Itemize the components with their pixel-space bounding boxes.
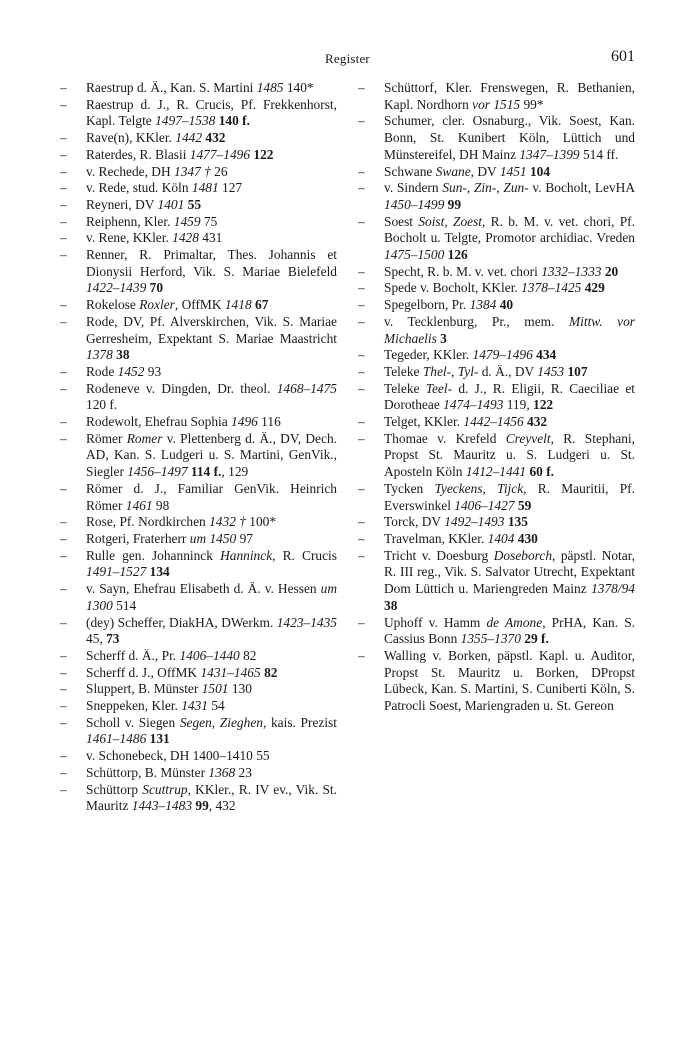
register-entry <box>60 197 337 214</box>
entry-italic-text: 1422–1439 <box>86 280 147 296</box>
register-entry <box>358 314 635 347</box>
register-entry <box>60 130 337 147</box>
entry-italic-text: 1461 <box>125 497 153 513</box>
register-entry <box>358 214 635 264</box>
entry-text: v. Rede, stud. Köln <box>86 180 192 196</box>
register-entry <box>60 214 337 231</box>
entry-italic-text: 1384 <box>469 297 497 313</box>
entry-text: Schwane <box>384 163 436 179</box>
register-entry <box>358 164 635 181</box>
entry-bold-page: 429 <box>584 280 605 296</box>
entry-text: Thomae v. Krefeld <box>384 430 506 446</box>
entry-bold-page: 430 <box>517 530 538 546</box>
entry-bold-page: 29 f. <box>524 631 549 647</box>
entry-bold-page: 135 <box>507 514 528 530</box>
entry-bold-page: 99 <box>195 798 209 814</box>
entry-italic-text: 1431–1465 <box>200 664 261 680</box>
entry-text: Spegelborn, Pr. <box>384 297 470 313</box>
entry-text: , kais. Prezist <box>262 714 337 730</box>
entry-text: Raterdes, R. Blasii <box>86 146 190 162</box>
entry-text: Rulle gen. Johanninck <box>86 547 221 563</box>
entry-italic-text: 1442 <box>175 130 203 146</box>
entry-text: v. Sayn, Ehefrau Elisabeth d. Ä. v. Hessen <box>86 581 321 597</box>
entry-italic-text: 1347–1399 <box>519 146 580 162</box>
entry-italic-text: Mittw. vor Michaelis <box>384 313 635 346</box>
register-entry <box>60 431 337 481</box>
entry-text: , R. b. M. v. vet. chori, Pf. Bocholt u. Telgte, Promotor archidiac. Vreden <box>384 213 635 246</box>
entry-italic-text: 1404 <box>487 530 515 546</box>
entry-italic-text: 1477–1496 <box>189 146 251 162</box>
register-entry <box>60 648 337 665</box>
entry-italic-text: 1450–1499 <box>384 196 445 212</box>
entry-text: Soest <box>384 213 419 229</box>
entry-text: 97 <box>236 530 253 546</box>
register-entry <box>358 648 635 715</box>
register-entry <box>60 297 337 314</box>
entry-italic-text: um 1450 <box>189 530 237 546</box>
entry-bold-page: 59 <box>517 497 532 513</box>
register-entry <box>60 665 337 682</box>
entry-italic-text: Roxler <box>139 297 175 313</box>
register-entry <box>358 264 635 281</box>
register-entry <box>358 381 635 414</box>
entry-text: Rode <box>86 363 118 379</box>
entry-italic-text: 1401 <box>157 196 185 212</box>
entry-italic-text: Swane <box>435 163 471 179</box>
entry-text: , DV <box>470 163 500 179</box>
register-entry <box>60 80 337 97</box>
entry-text: Rokelose <box>86 297 140 313</box>
register-entry <box>60 481 337 514</box>
entry-text: , päpstl. Notar, R. III reg., Vik. S. Salvator Utrecht, Expektant Dom Lüttich u. Mariengreden Mainz <box>384 547 635 597</box>
register-entry <box>358 280 635 297</box>
entry-text: 514 ff. <box>579 146 619 162</box>
entry-italic-text: Thel-, Tyl- <box>422 363 479 379</box>
entry-text: 23 <box>235 764 252 780</box>
entry-italic-text: Teel- <box>425 380 453 396</box>
entry-bold-page: 3 <box>440 330 447 346</box>
entry-text: Raestrup d. Ä., Kan. S. Martini <box>86 80 257 95</box>
entry-bold-page: 432 <box>527 414 548 430</box>
entry-text: v. Schonebeck, DH 1400–1410 55 <box>86 748 270 764</box>
entry-italic-text: 1406–1440 <box>179 647 240 663</box>
entry-text: 82 <box>239 647 257 663</box>
entry-italic-text: um 1300 <box>86 581 337 613</box>
entry-text: , 129 <box>221 464 249 480</box>
entry-text: 54 <box>207 698 225 714</box>
entry-bold-page: 107 <box>567 363 588 379</box>
register-entry <box>358 531 635 548</box>
entry-text: Rode, DV, Pf. Alverskirchen, Vik. S. Mariae Gerresheim, Expektant S. Mariae Maastricht <box>86 313 337 346</box>
entry-text: Tycken <box>384 480 435 496</box>
entry-bold-page: 70 <box>149 280 164 296</box>
entry-text: (dey) Scheffer, DiakHA, DWerkm. <box>86 614 277 630</box>
register-entry <box>60 247 337 297</box>
entry-text: 26 <box>210 163 228 179</box>
entry-text: Römer d. J., Familiar GenVik. Heinrich Römer <box>86 480 337 513</box>
register-entry <box>358 615 635 648</box>
entry-bold-page: 73 <box>106 631 120 647</box>
entry-italic-text: 1378/94 <box>591 581 635 597</box>
register-entry <box>60 514 337 531</box>
register-entry <box>60 364 337 381</box>
entry-bold-page: 432 <box>205 130 226 146</box>
entry-italic-text: 1418 <box>224 297 252 313</box>
entry-italic-text: de Amone <box>486 614 543 630</box>
entry-italic-text: 1347 † <box>174 163 211 179</box>
entry-italic-text: 1468–1475 <box>276 380 337 396</box>
register-entry <box>60 581 337 614</box>
register-entry <box>60 97 337 130</box>
entry-italic-text: 1423–1435 <box>276 614 337 630</box>
register-entry <box>60 681 337 698</box>
entry-bold-page: 67 <box>255 297 269 313</box>
entry-text: , 432 <box>208 798 236 814</box>
entry-text: , KKler., R. IV ev., Vik. St. Mauritz <box>86 781 337 814</box>
register-entry <box>60 615 337 648</box>
entry-text: Schüttorp <box>86 781 143 797</box>
entry-italic-text: vor 1515 <box>472 96 521 112</box>
register-entry <box>60 548 337 581</box>
entry-italic-text: 1378–1425 <box>521 280 582 296</box>
page-number: 601 <box>611 48 635 65</box>
entry-text: 130 <box>228 681 252 697</box>
entry-bold-page: 122 <box>253 146 274 162</box>
entry-text: v. Bocholt, LevHA <box>528 180 636 196</box>
entry-bold-page: 99 <box>447 196 462 212</box>
register-entry <box>60 180 337 197</box>
entry-text: Reyneri, DV <box>86 196 158 212</box>
entry-text: , OffMK <box>174 297 225 313</box>
entry-italic-text: 1479–1496 <box>472 347 533 363</box>
register-entry <box>60 715 337 748</box>
register-entry <box>358 548 635 615</box>
entry-italic-text: 1432 † <box>209 514 246 530</box>
right-column <box>358 80 635 715</box>
entry-bold-page: 122 <box>533 397 554 413</box>
entry-text: v. Sindern <box>384 180 443 196</box>
entry-bold-page: 20 <box>604 263 619 279</box>
register-entry <box>60 381 337 414</box>
entry-italic-text: 1443–1483 <box>131 798 193 814</box>
entry-text: Schumer, cler. Osnaburg., Vik. Soest, Kan. Bonn, St. Kunibert Köln, Lüttich und Münstereifel, DH Mainz <box>384 113 635 162</box>
register-entry <box>60 531 337 548</box>
register-entry <box>358 414 635 431</box>
entry-text: Schüttorp, B. Münster <box>86 764 209 780</box>
entry-text: 127 <box>218 180 243 196</box>
register-entry <box>60 765 337 782</box>
register-entry <box>60 748 337 765</box>
entry-italic-text: 1459 <box>173 213 201 229</box>
entry-italic-text: 1497–1538 <box>155 113 216 129</box>
entry-italic-text: 1492–1493 <box>444 514 505 530</box>
register-entry <box>60 164 337 181</box>
entry-text: , R. Crucis <box>272 547 337 563</box>
entry-italic-text: 1496 <box>231 414 258 430</box>
entry-text: 75 <box>200 213 218 229</box>
register-entry <box>60 782 337 815</box>
entry-bold-page: 38 <box>384 597 398 613</box>
register-entry <box>358 364 635 381</box>
entry-text: Rodewolt, Ehefrau Sophia <box>86 414 232 430</box>
entry-bold-page: 140 f. <box>218 113 250 129</box>
left-column <box>60 80 337 815</box>
register-entry <box>60 230 337 247</box>
page-header <box>60 48 635 70</box>
entry-bold-page: 434 <box>536 347 557 363</box>
running-title: Register <box>325 51 370 66</box>
entry-text: 98 <box>152 497 170 513</box>
entry-italic-text: 1475–1500 <box>384 247 445 263</box>
entry-italic-text: 1485 <box>256 80 284 95</box>
entry-italic-text: 1406–1427 <box>454 497 515 513</box>
entry-italic-text: 1378 <box>86 347 113 363</box>
entry-text: Tegeder, KKler. <box>384 347 473 363</box>
entry-text: 45, <box>86 631 107 647</box>
entry-text: Schüttorf, Kler. Frenswegen, R. Bethanien, Kapl. Nordhorn <box>384 80 635 112</box>
register-entry <box>358 180 635 213</box>
entry-italic-text: 1474–1493 <box>443 397 504 413</box>
register-entry <box>358 113 635 163</box>
entry-italic-text: 1461–1486 <box>86 731 147 747</box>
entry-text: d. J., R. Eligii, R. Caeciliae et Dorotheae <box>384 380 635 413</box>
entry-text: 431 <box>198 230 223 246</box>
entry-text: Tricht v. Doesburg <box>384 547 494 563</box>
entry-text: , R. Mauritii, Pf. Everswinkel <box>384 480 635 513</box>
entry-bold-page: 82 <box>264 664 278 680</box>
entry-text: 100* <box>245 514 277 530</box>
entry-text: d. Ä., DV <box>478 363 538 379</box>
entry-text: Travelman, KKler. <box>384 530 488 546</box>
entry-italic-text: 1355–1370 <box>460 631 521 647</box>
entry-italic-text: Sun-, Zin-, Zun- <box>442 180 529 196</box>
entry-text: , PrHA, Kan. S. Cassius Bonn <box>384 614 635 647</box>
entry-bold-page: 60 f. <box>529 464 554 480</box>
register-entry <box>358 297 635 314</box>
entry-text: Renner, R. Primaltar, Thes. Johannis et Dionysii Herford, Vik. S. Mariae Bielefeld <box>86 247 337 279</box>
entry-italic-text: 1368 <box>208 764 236 780</box>
entry-italic-text: 1451 <box>499 163 527 179</box>
entry-italic-text: 1412–1441 <box>465 464 527 480</box>
entry-italic-text: Doseborch <box>493 547 553 563</box>
entry-italic-text: 1332–1333 <box>541 263 602 279</box>
entry-bold-page: 40 <box>499 297 514 313</box>
entry-italic-text: 1453 <box>537 363 565 379</box>
entry-text: Teleke <box>384 380 426 396</box>
entry-italic-text: Soist, Zoest <box>418 213 483 229</box>
entry-italic-text: 1431 <box>181 698 208 714</box>
entry-text: Teleke <box>384 363 423 379</box>
entry-text: Scherff d. J., OffMK <box>86 664 201 680</box>
entry-italic-text: 1481 <box>191 180 219 196</box>
entry-italic-text: Romer <box>126 430 163 446</box>
entry-italic-text: Creyvelt <box>505 430 551 446</box>
entry-text: Sneppeken, Kler. <box>86 698 182 714</box>
register-entry <box>60 147 337 164</box>
entry-text: 120 f. <box>86 397 118 413</box>
entry-bold-page: 134 <box>149 564 170 580</box>
entry-text: v. Tecklenburg, Pr., mem. <box>384 313 569 329</box>
entry-italic-text: Hanninck <box>220 547 273 563</box>
register-entry <box>358 431 635 481</box>
entry-italic-text: Scuttrup <box>142 781 188 797</box>
register-entry <box>60 698 337 715</box>
entry-text: v. Rene, KKler. <box>86 230 173 246</box>
entry-italic-text: 1442–1456 <box>463 414 524 430</box>
entry-text: Scholl v. Siegen <box>86 714 180 730</box>
entry-text: Reiphenn, Kler. <box>86 213 174 229</box>
entry-text: 119, <box>503 397 534 413</box>
register-entry <box>60 314 337 364</box>
entry-bold-page: 104 <box>529 163 551 179</box>
entry-text: Rose, Pf. Nordkirchen <box>86 514 210 530</box>
entry-text: Rave(n), KKler. <box>86 130 176 146</box>
entry-text: Spede v. Bocholt, KKler. <box>384 280 522 296</box>
entry-text: Torck, DV <box>384 514 445 530</box>
entry-text: 93 <box>144 363 162 379</box>
entry-text: 140* <box>283 80 314 95</box>
entry-bold-page: 126 <box>447 247 468 263</box>
entry-text: Walling v. Borken, päpstl. Kapl. u. Auditor, Propst St. Mauritz u. Borken, DPropst Lübeck, Kan. S. Martini, S. Cuniberti Köln, S. Patrocli Soest, Mariengraden u. St. Gereon <box>384 647 635 714</box>
entry-text: v. Plettenberg d. Ä., DV, Dech. AD, Kan. S. Ludgeri u. S. Martini, GenVik., Siegler <box>86 430 337 480</box>
register-entry <box>60 414 337 431</box>
register-entry <box>358 80 635 113</box>
entry-text: Uphoff v. Hamm <box>384 614 487 630</box>
entry-text: Rotgeri, Fraterherr <box>86 530 190 546</box>
entry-text: Raestrup d. J., R. Crucis, Pf. Frekkenhorst, Kapl. Telgte <box>86 96 337 129</box>
entry-bold-page: 131 <box>149 731 170 747</box>
entry-text: 99* <box>520 96 544 112</box>
register-entry <box>358 514 635 531</box>
entry-italic-text: Segen, Zieghen <box>179 714 263 730</box>
entry-text: Specht, R. b. M. v. vet. chori <box>384 263 542 279</box>
entry-italic-text: 1456–1497 <box>127 464 188 480</box>
entry-bold-page: 38 <box>116 347 130 363</box>
entry-bold-page: 114 f. <box>190 464 222 480</box>
register-entry <box>358 347 635 364</box>
entry-text: Telget, KKler. <box>384 414 464 430</box>
entry-italic-text: 1452 <box>117 363 145 379</box>
entry-text: v. Rechede, DH <box>86 163 174 179</box>
entry-text: Scherff d. Ä., Pr. <box>86 647 180 663</box>
entry-italic-text: Tyeckens, Tijck <box>434 480 524 496</box>
entry-italic-text: 1501 <box>201 681 229 697</box>
entry-text: Rodeneve v. Dingden, Dr. theol. <box>86 380 277 396</box>
entry-text: , R. Stephani, Propst St. Mauritz u. S. Ludgeri u. St. Aposteln Köln <box>384 430 635 480</box>
entry-text: 116 <box>257 414 281 430</box>
entry-bold-page: 55 <box>187 196 202 212</box>
entry-italic-text: 1428 <box>172 230 199 246</box>
entry-text: 514 <box>112 597 137 613</box>
entry-text: Sluppert, B. Münster <box>86 681 202 697</box>
entry-text: Römer <box>86 430 127 446</box>
entry-italic-text: 1491–1527 <box>86 564 147 580</box>
register-entry <box>358 481 635 514</box>
